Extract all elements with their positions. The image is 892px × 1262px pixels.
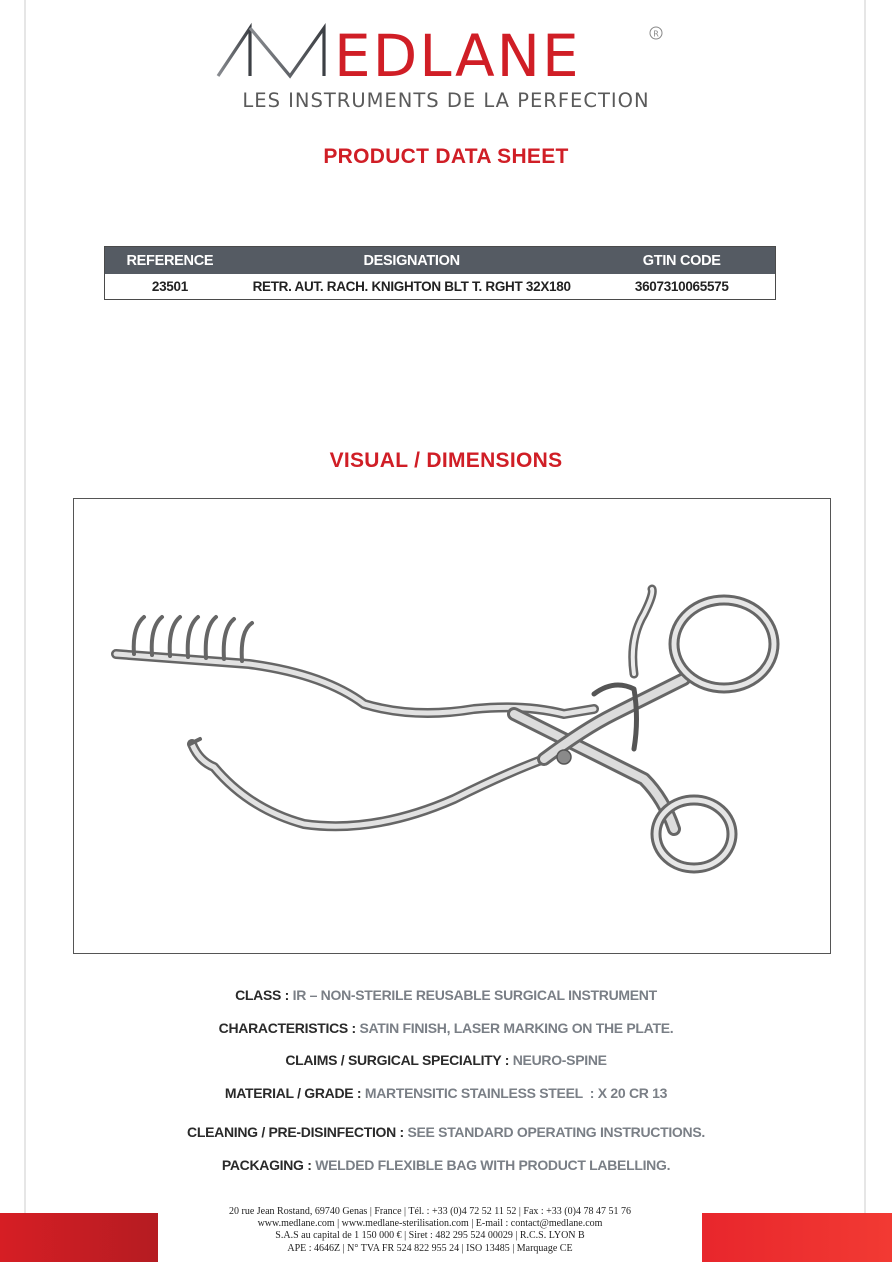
surgical-retractor-image — [74, 499, 830, 953]
spec-cleaning-label: CLEANING / PRE-DISINFECTION : — [187, 1124, 404, 1140]
table-row — [105, 274, 776, 300]
page-title: PRODUCT DATA SHEET — [323, 145, 569, 168]
page-border-right — [864, 0, 866, 1262]
spec-characteristics — [0, 1020, 892, 1036]
spec-material — [0, 1085, 892, 1101]
medlane-logo — [0, 18, 892, 86]
header-reference: REFERENCE — [105, 247, 235, 275]
medlane-logo-mark — [216, 18, 676, 86]
logo-text: EDLANE — [334, 22, 581, 86]
spec-claims — [0, 1052, 892, 1068]
spec-cleaning — [0, 1124, 892, 1140]
cell-gtin: 3607310065575 — [634, 279, 729, 294]
footer-web-line: www.medlane.com | www.medlane-sterilisation.com | E-mail : contact@medlane.com — [257, 1218, 603, 1230]
cell-reference: 23501 — [151, 279, 188, 294]
spec-material-value: MARTENSITIC STAINLESS STEEL : X 20 CR 13 — [361, 1085, 668, 1101]
footer-legal-line: S.A.S au capital de 1 150 000 € | Siret : 482 295 524 00029 | R.C.S. LYON B — [275, 1230, 585, 1242]
spec-cleaning-value: SEE STANDARD OPERATING INSTRUCTIONS. — [403, 1124, 705, 1140]
spec-packaging-label: PACKAGING : — [221, 1157, 312, 1173]
footer-registration-line: APE : 4646Z | N° TVA FR 524 822 955 24 | ISO 13485 | Marquage CE — [287, 1242, 573, 1254]
reference-table — [104, 246, 776, 300]
visual-title: VISUAL / DIMENSIONS — [329, 449, 563, 472]
spec-class-label: CLASS : — [235, 987, 290, 1003]
page-border-left — [24, 0, 26, 1262]
spec-packaging — [0, 1157, 892, 1173]
footer-red-bar-right — [702, 1213, 892, 1262]
tagline: LES INSTRUMENTS DE LA PERFECTION — [242, 89, 650, 112]
spec-claims-label: CLAIMS / SURGICAL SPECIALITY : — [285, 1052, 510, 1068]
spec-material-label: MATERIAL / GRADE : — [224, 1085, 362, 1101]
registered-mark: R — [653, 29, 659, 39]
spec-class-value: IR – NON-STERILE REUSABLE SURGICAL INSTRUMENT — [289, 987, 657, 1003]
footer-address-line: 20 rue Jean Rostand, 69740 Genas | France | Tél. : +33 (0)4 72 52 11 52 | Fax : +33 (0)4 78 47 51 76 — [229, 1206, 631, 1217]
product-visual-frame — [73, 498, 831, 954]
header-designation: DESIGNATION — [235, 247, 589, 275]
cell-designation: RETR. AUT. RACH. KNIGHTON BLT T. RGHT 32X180 — [252, 279, 571, 294]
spec-characteristics-label: CHARACTERISTICS : — [218, 1020, 356, 1036]
footer-red-bar-left — [0, 1213, 158, 1262]
header-gtin: GTIN CODE — [588, 247, 775, 275]
table-header-row — [105, 247, 776, 275]
spec-characteristics-value: SATIN FINISH, LASER MARKING ON THE PLATE. — [355, 1020, 674, 1036]
spec-packaging-value: WELDED FLEXIBLE BAG WITH PRODUCT LABELLING. — [311, 1157, 671, 1173]
spec-class — [0, 987, 892, 1003]
spec-claims-value: NEURO-SPINE — [509, 1052, 607, 1068]
footer-company-info — [160, 1206, 700, 1255]
